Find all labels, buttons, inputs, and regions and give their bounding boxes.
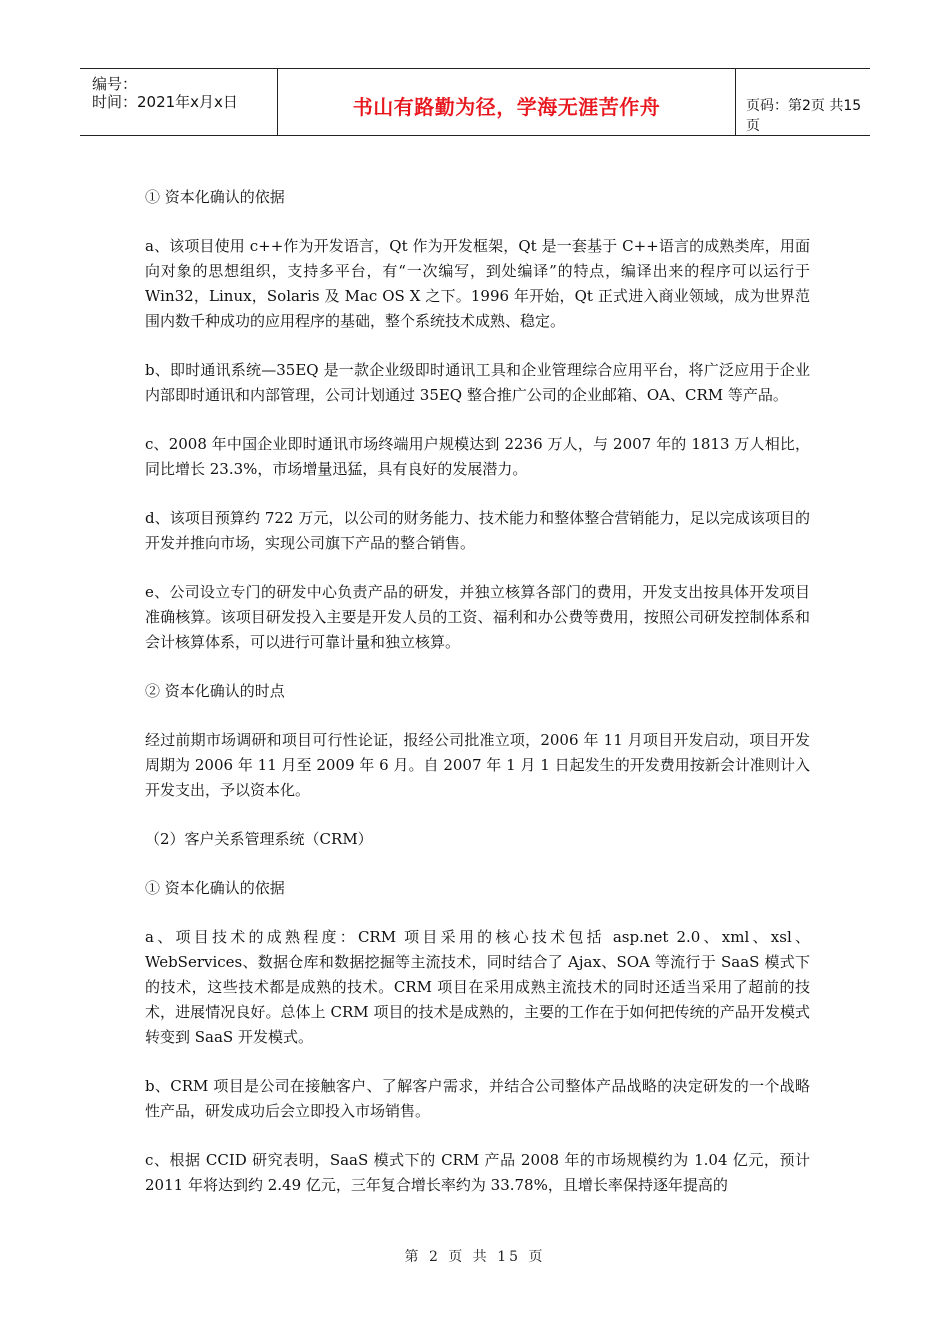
motto-text: 书山有路勤为径，学海无涯苦作舟 bbox=[352, 95, 661, 119]
paragraph: a、项目技术的成熟程度：CRM 项目采用的核心技术包括 asp.net 2.0、xml、xsl、WebServices、数据仓库和数据挖掘等主流技术，同时结合了 Ajax、SOA 等流行于 SaaS 模式下的技术，这些技术都是成熟的技术。CRM 项目在采用成熟主流技术的同时还适当采用了超前的技术，进展情况良好。总体上 CRM 项目的技术是成熟的，主要的工作在于如何把传统的产品开发模式转变到 SaaS 开发模式。 bbox=[145, 928, 810, 1046]
paragraph: d、该项目预算约 722 万元，以公司的财务能力、技术能力和整体整合营销能力，足以完成该项目的开发并推向市场，实现公司旗下产品的整合销售。 bbox=[145, 509, 810, 552]
header-page-cell bbox=[736, 69, 870, 135]
paragraph: c、根据 CCID 研究表明，SaaS 模式下的 CRM 产品 2008 年的市场规模约为 1.04 亿元，预计 2011 年将达到约 2.49 亿元，三年复合增长率约为 33.78%，且增长率保持逐年提高的 bbox=[145, 1151, 810, 1194]
section-heading: ① 资本化确认的依据 bbox=[145, 188, 285, 206]
paragraph: b、即时通讯系统—35EQ 是一款企业级即时通讯工具和企业管理综合应用平台，将广泛应用于企业内部即时通讯和内部管理，公司计划通过 35EQ 整合推广公司的企业邮箱、OA、CRM 等产品。 bbox=[145, 361, 810, 404]
paragraph: 经过前期市场调研和项目可行性论证，报经公司批准立项，2006 年 11 月项目开发启动，项目开发周期为 2006 年 11 月至 2009 年 6 月。自 2007 年 1 月 1 日起发生的开发费用按新会计准则计入开发支出，予以资本化。 bbox=[145, 731, 810, 799]
paragraph: e、公司设立专门的研发中心负责产品的研发，并独立核算各部门的费用，开发支出按具体开发项目准确核算。该项目研发投入主要是开发人员的工资、福利和办公费等费用，按照公司研发控制体系和会计核算体系，可以进行可靠计量和独立核算。 bbox=[145, 583, 810, 651]
document-body bbox=[145, 185, 810, 1222]
serial-label: 编号： bbox=[92, 75, 138, 93]
header-motto-cell bbox=[278, 69, 736, 135]
section-heading: ② 资本化确认的时点 bbox=[145, 682, 285, 700]
paragraph: b、CRM 项目是公司在接触客户、了解客户需求，并结合公司整体产品战略的决定研发的一个战略性产品，研发成功后会立即投入市场销售。 bbox=[145, 1077, 810, 1120]
section-heading: （2）客户关系管理系统（CRM） bbox=[145, 830, 373, 848]
page-header bbox=[80, 68, 870, 136]
header-meta-cell bbox=[80, 69, 278, 135]
page-footer: 第 2 页 共 15 页 bbox=[404, 1249, 546, 1265]
section-heading: ① 资本化确认的依据 bbox=[145, 879, 285, 897]
paragraph: c、2008 年中国企业即时通讯市场终端用户规模达到 2236 万人，与 2007 年的 1813 万人相比，同比增长 23.3%，市场增量迅猛，具有良好的发展潜力。 bbox=[145, 435, 810, 478]
page-info: 页码：第2页 共15页 bbox=[746, 98, 862, 134]
paragraph: a、该项目使用 c++作为开发语言，Qt 作为开发框架，Qt 是一套基于 C++语言的成熟类库，用面向对象的思想组织，支持多平台，有“一次编写，到处编译”的特点，编译出来的程序可以运行于 Win32，Linux，Solaris 及 Mac OS X 之下。1996 年开始，Qt 正式进入商业领域，成为世界范围内数千种成功的应用程序的基础，整个系统技术成熟、稳定。 bbox=[145, 237, 810, 330]
date-label: 时间：2021年x月x日 bbox=[92, 93, 238, 111]
